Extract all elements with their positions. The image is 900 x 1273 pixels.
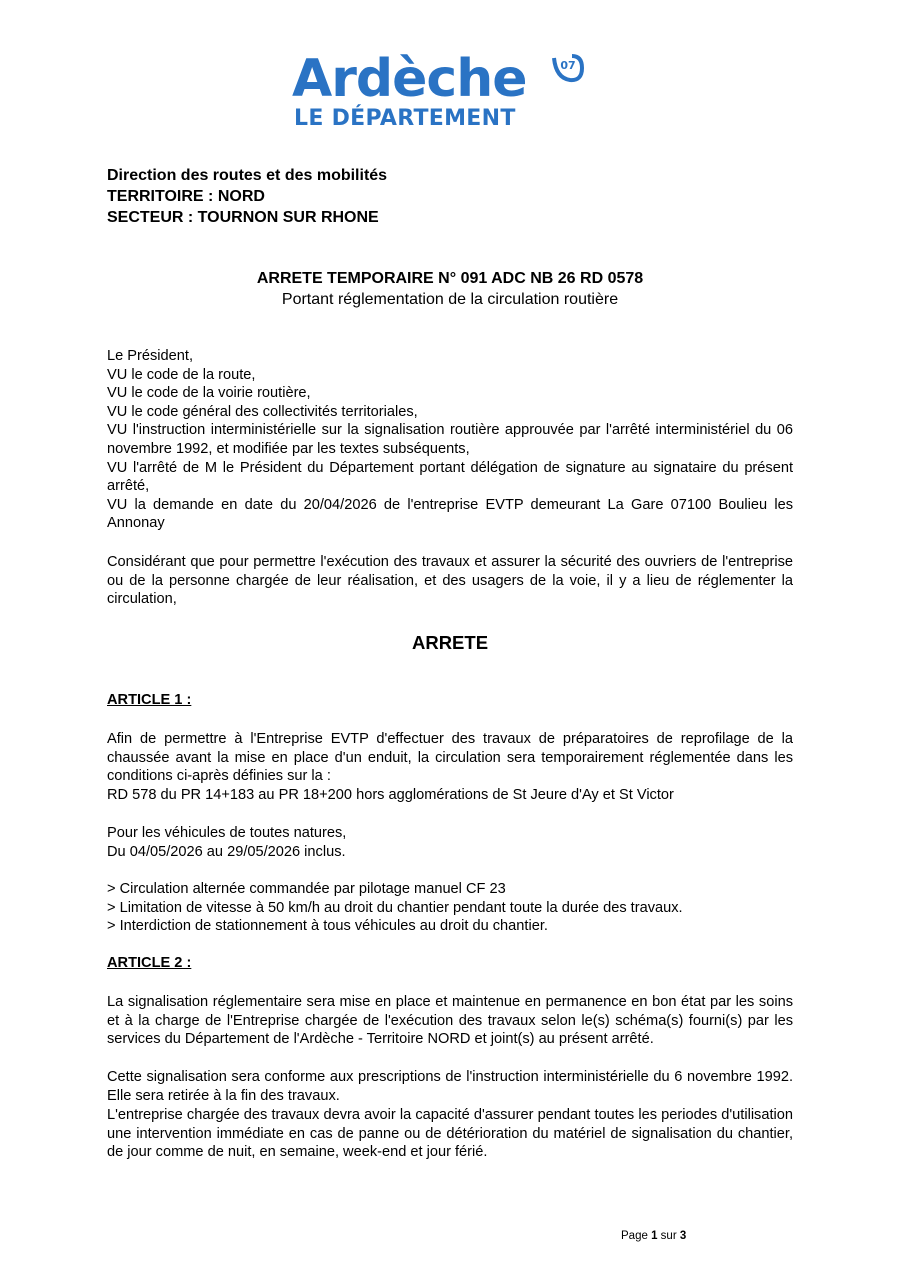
department-logo [292, 50, 592, 135]
header-territoire: TERRITOIRE : NORD [107, 188, 265, 205]
logo-subtitle: LE DÉPARTEMENT [294, 106, 516, 131]
article2-paragraph-3: L'entreprise chargée des travaux devra avoir la capacité d'assurer pendant toutes les periodes d'utilisation une intervention immédiate en cas de panne ou de détérioration du matériel de signalisation du chantier, de jour comme de nuit, en semaine, week-end et jour férié. [107, 1107, 793, 1161]
logo-name: Ardèche [292, 49, 527, 109]
document-title-block [107, 268, 793, 310]
article2-paragraph-2: Cette signalisation sera conforme aux prescriptions de l'instruction interministérielle du 6 novembre 1992. Elle sera retirée à la fin des travaux. [107, 1069, 793, 1104]
preamble-president: Le Président, [107, 348, 193, 364]
article1-measure: > Interdiction de stationnement à tous véhicules au droit du chantier. [107, 918, 548, 935]
page-number [621, 1230, 686, 1242]
preamble-vu-delegation: VU l'arrêté de M le Président du Département portant délégation de signature au signataire du présent arrêté, [107, 459, 793, 495]
logo-badge-number: 07 [560, 59, 576, 72]
page-of: sur [660, 1230, 677, 1242]
article1-measures [107, 880, 793, 936]
preamble-vu-voirie: VU le code de la voirie routière, [107, 385, 311, 402]
header-direction: Direction des routes et des mobilités [107, 167, 388, 184]
preamble-vu-instruction: VU l'instruction interministérielle sur la signalisation routière approuvée par l'arrêté interministériel du 06 novembre 1992, et modifiée par les textes subséquents, [107, 422, 793, 457]
page-current: 1 [651, 1230, 658, 1242]
document-title: ARRETE TEMPORAIRE N° 091 ADC NB 26 RD 0578 [256, 270, 644, 287]
document-header [107, 165, 793, 228]
article1-dates: Du 04/05/2026 au 29/05/2026 inclus. [107, 843, 346, 860]
article1-conditions [107, 824, 793, 861]
arrete-heading: ARRETE [411, 632, 489, 653]
article1-location: RD 578 du PR 14+183 au PR 18+200 hors agglomérations de St Jeure d'Ay et St Victor [107, 787, 674, 803]
considerant-paragraph: Considérant que pour permettre l'exécution des travaux et assurer la sécurité des ouvriers de l'entreprise ou de la personne chargée de leur réalisation, et des usagers de la voie, il y a lieu de réglementer la circulation, [107, 554, 793, 608]
article1-measure: > Circulation alternée commandée par pilotage manuel CF 23 [107, 881, 506, 897]
preamble-vu-demande: VU la demande en date du 20/04/2026 de l'entreprise EVTP demeurant La Gare 07100 Boulieu les Annonay [107, 496, 793, 532]
header-secteur: SECTEUR : TOURNON SUR RHONE [107, 209, 379, 226]
page-total: 3 [679, 1230, 687, 1242]
preamble-vu-collectivites: VU le code général des collectivités territoriales, [107, 403, 418, 420]
page-label: Page [621, 1230, 648, 1242]
article2-heading: ARTICLE 2 : [107, 955, 192, 971]
preamble [107, 347, 793, 533]
article1-heading: ARTICLE 1 : [107, 692, 192, 708]
document-subtitle: Portant réglementation de la circulation routière [281, 291, 619, 308]
logo-badge-icon [552, 54, 584, 84]
article1-measure: > Limitation de vitesse à 50 km/h au droit du chantier pendant toute la durée des travaux. [107, 899, 683, 916]
article2-paragraph-1: La signalisation réglementaire sera mise en place et maintenue en permanence en bon état par les soins et à la charge de l'Entreprise chargée de l'exécution des travaux selon le(s) schéma(s) fourni(s) par les services du Département de l'Ardèche - Territoire NORD et joint(s) au présent arrêté. [107, 994, 793, 1048]
preamble-vu-code-route: VU le code de la route, [107, 366, 256, 383]
article1-intro: Afin de permettre à l'Entreprise EVTP d'effectuer des travaux de préparatoires de reprofilage de la chaussée avant la mise en place d'un enduit, la circulation sera temporairement réglementée dans les conditions ci-après définies sur la : [107, 731, 793, 785]
article1-vehicles: Pour les véhicules de toutes natures, [107, 825, 347, 841]
